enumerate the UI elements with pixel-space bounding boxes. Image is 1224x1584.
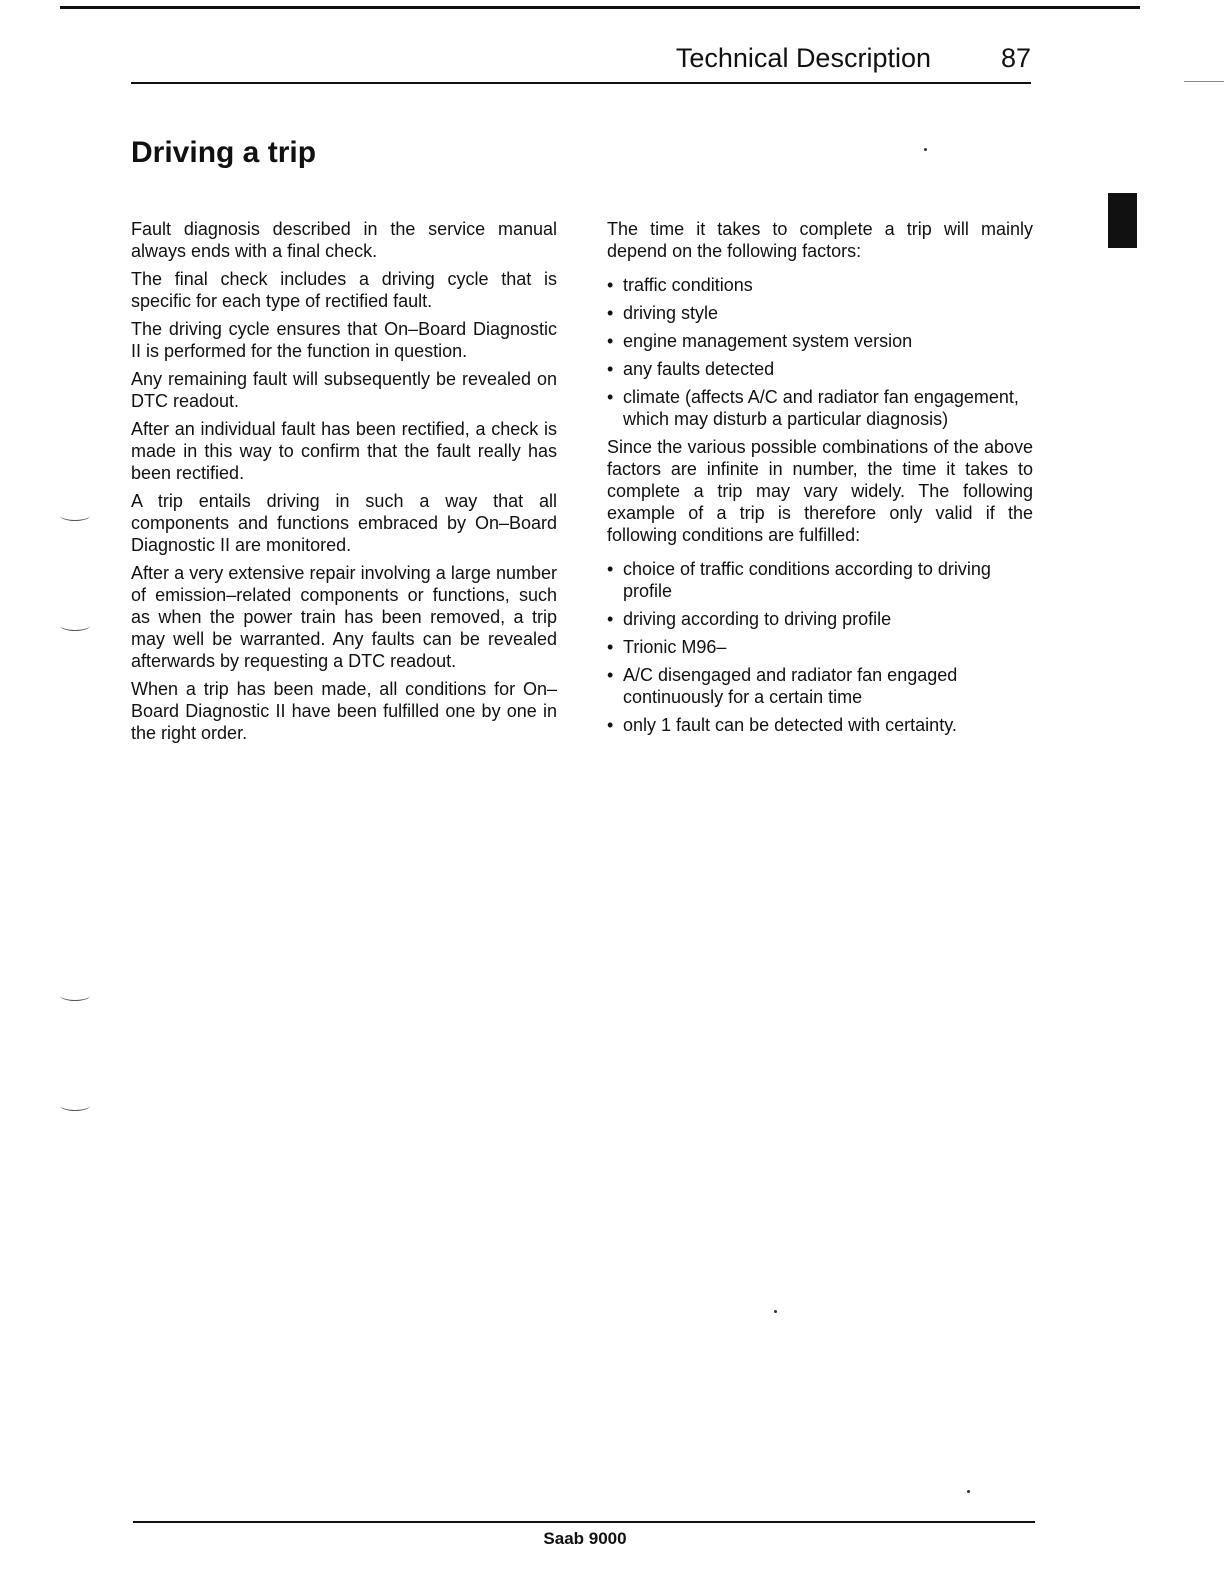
- binder-hole-mark: [60, 1100, 90, 1111]
- scan-speck: [774, 1310, 777, 1313]
- header-title: Technical Description: [675, 43, 931, 73]
- intro-paragraph: The time it takes to complete a trip will mainly depend on the following factors:: [607, 219, 1033, 261]
- middle-paragraph: Since the various possible combinations of the above factors are infinite in number, the time it takes to complete a trip may vary widely. The following example of a trip is therefore only valid if the following conditions are fulfilled:: [607, 437, 1033, 545]
- paragraph: When a trip has been made, all conditions for On–Board Diagnostic II have been fulfilled one by one in the right order.: [131, 679, 557, 743]
- list-item: • Trionic M96–: [607, 636, 1033, 658]
- binder-hole-mark: [60, 990, 90, 1001]
- margin-dash: [1184, 81, 1224, 82]
- footer-rule: [133, 1521, 1035, 1523]
- page-header: [131, 40, 1031, 84]
- conditions-list: [607, 558, 1033, 736]
- list-item: • driving style: [607, 302, 1033, 324]
- paragraph: Fault diagnosis described in the service manual always ends with a final check.: [131, 219, 557, 261]
- list-item: • A/C disengaged and radiator fan engaged continuously for a certain time: [607, 664, 1033, 708]
- scan-speck: [924, 148, 927, 151]
- thumb-index-tab: [1108, 193, 1137, 248]
- list-item: • any faults detected: [607, 358, 1033, 380]
- list-item: • driving according to driving profile: [607, 608, 1033, 630]
- binder-hole-mark: [60, 510, 90, 521]
- paragraph: A trip entails driving in such a way that all components and functions embraced by On–Board Diagnostic II are monitored.: [131, 491, 557, 555]
- paragraph: The final check includes a driving cycle that is specific for each type of rectified fault.: [131, 269, 557, 311]
- list-item: • climate (affects A/C and radiator fan engagement, which may disturb a particular diagnosis): [607, 386, 1033, 430]
- paragraph: After an individual fault has been rectified, a check is made in this way to confirm that the fault really has been rectified.: [131, 419, 557, 483]
- scan-speck: [967, 1490, 970, 1493]
- paragraph: After a very extensive repair involving a large number of emission–related components or functions, such as when the power train has been removed, a trip may well be warranted. Any faults can be revealed afterwards by requesting a DTC readout.: [131, 563, 557, 671]
- section-title: Driving a trip: [131, 136, 317, 169]
- list-item: • only 1 fault can be detected with certainty.: [607, 714, 1033, 736]
- list-item: • engine management system version: [607, 330, 1033, 352]
- page-number: 87: [1000, 43, 1031, 73]
- paragraph: Any remaining fault will subsequently be revealed on DTC readout.: [131, 369, 557, 411]
- left-column: [131, 218, 557, 750]
- footer-text: Saab 9000: [543, 1529, 627, 1548]
- list-item: • choice of traffic conditions according to driving profile: [607, 558, 1033, 602]
- right-column: [607, 218, 1033, 742]
- list-item: • traffic conditions: [607, 274, 1033, 296]
- binder-hole-mark: [60, 620, 90, 631]
- paragraph: The driving cycle ensures that On–Board Diagnostic II is performed for the function in question.: [131, 319, 557, 361]
- factors-list: [607, 274, 1033, 430]
- scan-top-rule: [60, 6, 1140, 9]
